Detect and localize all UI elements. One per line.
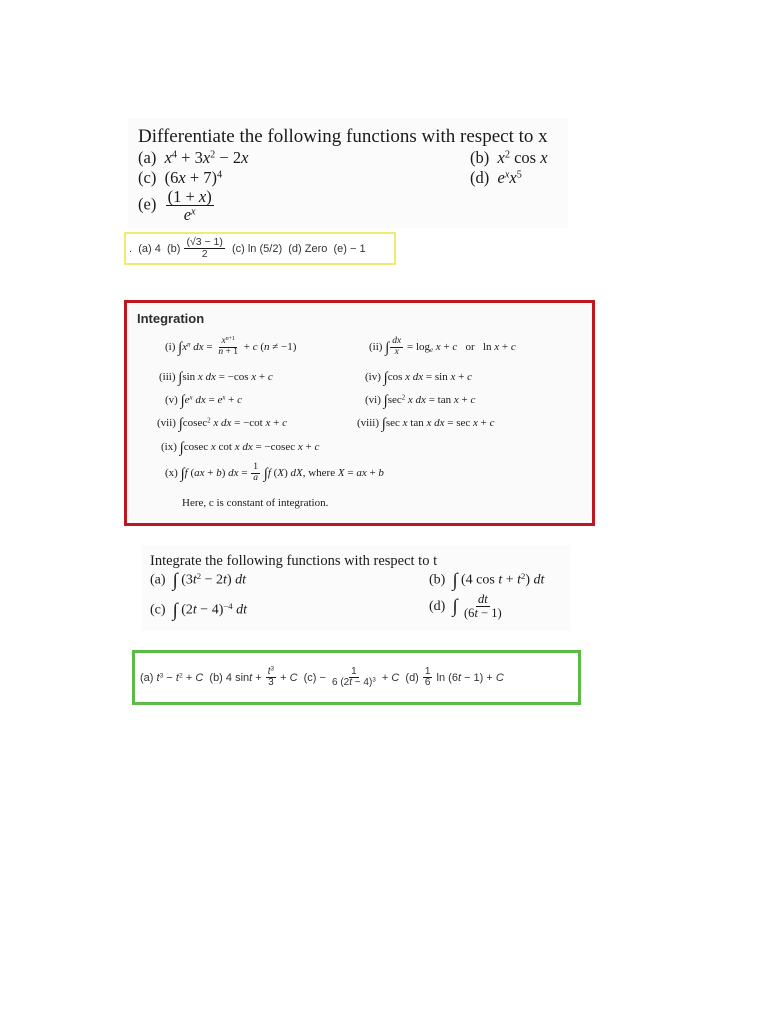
int-question-d: (d) ∫ $\frac{dt}{(6t - 1)}$ <box>429 592 502 621</box>
int-answer-a: $t^3 - t^2 + C$ <box>156 671 204 684</box>
integration-note: Here, c is constant of integration. <box>182 497 329 509</box>
formula-i: (i) $\int x^n$ dx = $\frac{x^{n+1}}{n + 1}$ + c (n ≠ −1) <box>165 335 297 357</box>
formula-x: (x) ∫f (ax + b) dx = $\frac{1}{a}$ ∫f (X) dX, where X = ax + b <box>165 462 384 483</box>
diff-question-b: (b) $x^2$ cos x <box>470 148 548 167</box>
integration-heading: Integration <box>137 311 205 326</box>
int-question-b: (b) ∫ (4 $\cos t + t^2$) dt <box>429 570 545 591</box>
diff-question-d: (d) $e^xx^5$ <box>470 168 522 187</box>
differentiation-title: Differentiate the following functions with respect to x <box>138 126 548 147</box>
formula-ix: (ix) ∫cosec x cot x dx = −cosec x + c <box>161 440 320 456</box>
int-answer-b: 4 sint + $\frac{t^3}{3}$ + C <box>225 665 298 688</box>
differentiation-answers-box: . (a) 4 (b) $\frac{(√3 - 1)}{2}$ (c) ln (5/2) (d) Zero (e) − 1 <box>124 232 396 265</box>
formula-v: (v) $\int e^x$ dx = $e^x + c$ <box>165 393 242 409</box>
int-answer-c: − $\frac{1}{6 (2t - 4)^3}$ + C <box>319 665 400 688</box>
diff-question-a: (a) $x^4 + 3x^2 - 2x$ <box>138 148 249 167</box>
int-answer-d: $\frac{1}{6}$ ln (6t − 1) + C <box>424 665 504 688</box>
integration-formulas-box <box>124 300 595 526</box>
diff-answer-b-label: (b) <box>166 242 181 255</box>
formula-vii: (vii) ∫cosec$^2$ x dx = −cot x + c <box>157 416 287 432</box>
integrate-answers-box: (a) $t^3 - t^2 + C$ (b) 4 sint + $\frac{t^3}{3}$ + C (c) − $\frac{1}{6 (2t - 4)^3}$ + C (d) $\frac{1}{6}$ ln (6t − 1) + C <box>132 650 581 705</box>
diff-answer-a: (a) 4 <box>138 242 161 255</box>
diff-answer-d: (d) Zero <box>288 242 328 255</box>
formula-iii: (iii) ∫sin x dx = −cos x + c <box>159 370 273 386</box>
integrate-exercise-title: Integrate the following functions with respect to t <box>150 553 438 569</box>
differentiation-panel <box>128 118 568 228</box>
integrate-exercise-panel <box>142 545 570 631</box>
diff-question-c: (c) $(6x + 7)^4$ <box>138 168 223 187</box>
formula-iv: (iv) ∫cos x dx = sin x + c <box>365 370 472 386</box>
diff-answer-b: $\frac{(√3 - 1)}{2}$ <box>186 235 223 260</box>
formula-viii: (viii) ∫sec x tan x dx = sec x + c <box>357 416 495 432</box>
formula-ii: (ii) ∫ $\frac{dx}{x}$ = $\log_e x + c$ or ln x + c <box>369 336 516 357</box>
int-question-c: (c) ∫ $(2t - 4)^{-4}$ dt <box>150 600 247 621</box>
diff-question-e: (e) $\frac{(1 + x)}{e^x}$ <box>138 187 212 225</box>
int-question-a: (a) ∫ $(3t^2 - 2t)$ dt <box>150 570 246 591</box>
formula-vi: (vi) $\int\sec^2$ x dx = tan x + c <box>365 393 476 409</box>
diff-answer-c: (c) ln (5/2) <box>231 242 283 255</box>
diff-answer-e: (e) − 1 <box>333 242 366 255</box>
